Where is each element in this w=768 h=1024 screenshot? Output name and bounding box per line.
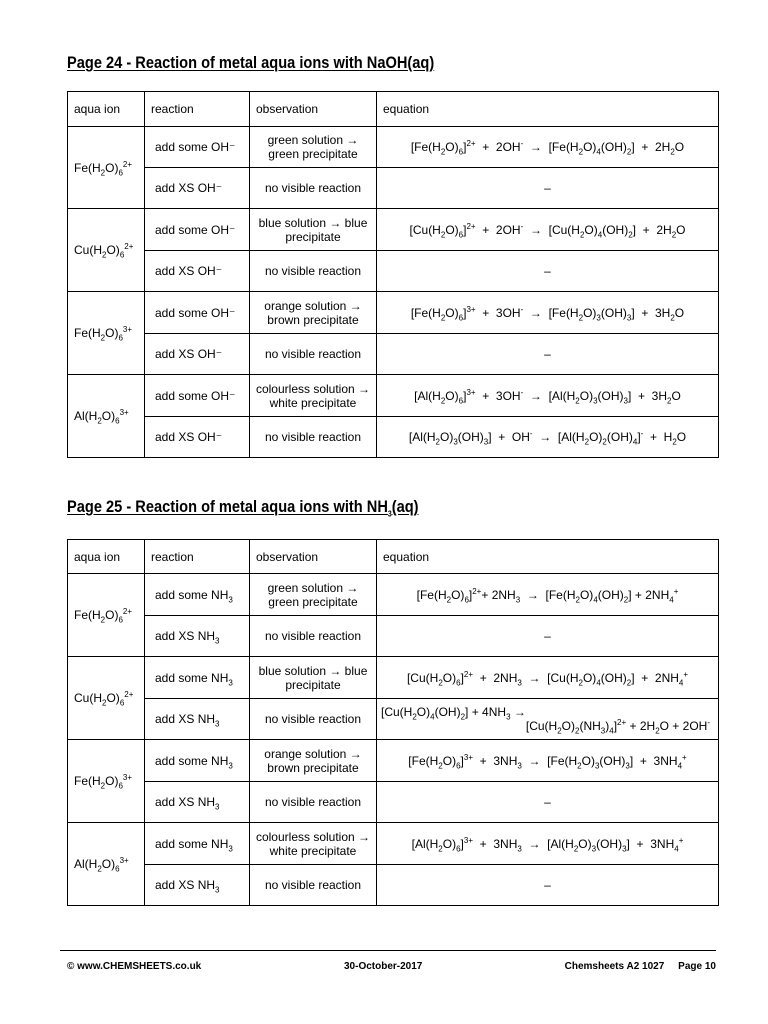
table-row xyxy=(68,251,719,292)
table-header-row xyxy=(68,540,719,574)
table-row xyxy=(68,782,719,823)
footer-divider xyxy=(60,950,716,951)
aqua-ion-cell: $Fe(H_2O)_6^{2+}$ xyxy=(68,574,145,657)
observation-cell: no visible reaction xyxy=(250,168,377,209)
nh3-reactions-table xyxy=(67,539,719,906)
table-row xyxy=(68,740,719,782)
table-row xyxy=(68,334,719,375)
equation-cell: – xyxy=(377,782,719,823)
equation-line-2: $[Cu(H_2O)_2(NH_3)_4]^{2+} + 2H_2O + 2OH^-$ xyxy=(525,718,710,736)
table-row xyxy=(68,417,719,458)
table-row xyxy=(68,168,719,209)
header-observation: observation xyxy=(250,540,377,574)
aqua-ion-cell: $Al(H_2O)_6^{3+}$ xyxy=(68,375,145,458)
reaction-cell: add XS OH⁻ xyxy=(145,334,250,375)
reaction-cell: add XS OH⁻ xyxy=(145,251,250,292)
reaction-cell: add some $NH_3$ xyxy=(145,823,250,865)
table-row xyxy=(68,574,719,616)
equation-cell: – xyxy=(377,251,719,292)
observation-cell: no visible reaction xyxy=(250,865,377,906)
observation-cell: no visible reaction xyxy=(250,782,377,823)
observation-cell: no visible reaction xyxy=(250,334,377,375)
reaction-cell: add some OH⁻ xyxy=(145,127,250,168)
table-row xyxy=(68,375,719,417)
equation-cell: – xyxy=(377,616,719,657)
observation-cell: colourless solution → white precipitate xyxy=(250,823,377,865)
header-equation: equation xyxy=(377,92,719,127)
equation-cell: $[Al(H_2O)_6]^{3+} + 3NH_3 \to [Al(H_2O)_3(OH)_3] + 3NH_4^+$ xyxy=(377,823,719,865)
equation-cell: $[Cu(H_2O)_6]^{2+} + 2NH_3 \to [Cu(H_2O)_4(OH)_2] + 2NH_4^+$ xyxy=(377,657,719,699)
header-reaction: reaction xyxy=(145,92,250,127)
reaction-cell: add XS $NH_3$ xyxy=(145,616,250,657)
section-title-nh3: Page 25 - Reaction of metal aqua ions with $NH_3(aq)$ xyxy=(67,497,419,519)
equation-cell: $[Fe(H_2O)_6]^{3+} + 3OH^- \to [Fe(H_2O)_3(OH)_3] + 3H_2O$ xyxy=(377,292,719,334)
equation-cell: – xyxy=(377,334,719,375)
reaction-cell: add XS $NH_3$ xyxy=(145,865,250,906)
equation-cell: $[Fe(H_2O)_6]^{3+} + 3NH_3 \to [Fe(H_2O)_3(OH)_3] + 3NH_4^+$ xyxy=(377,740,719,782)
header-equation: equation xyxy=(377,540,719,574)
footer-date: 30-October-2017 xyxy=(344,961,423,972)
equation-cell: – xyxy=(377,168,719,209)
table-row xyxy=(68,616,719,657)
observation-cell: blue solution → blue precipitate xyxy=(250,209,377,251)
table-header-row xyxy=(68,92,719,127)
observation-cell: green solution → green precipitate xyxy=(250,574,377,616)
reaction-cell: add XS $NH_3$ xyxy=(145,782,250,823)
aqua-ion-cell: $Cu(H_2O)_6^{2+}$ xyxy=(68,209,145,292)
equation-cell: $[Fe(H_2O)_6]^{2+} + 2OH^- \to [Fe(H_2O)_4(OH)_2] + 2H_2O$ xyxy=(377,127,719,168)
equation-cell: $[Al(H_2O)_6]^{3+} + 3OH^- \to [Al(H_2O)_3(OH)_3] + 3H_2O$ xyxy=(377,375,719,417)
reaction-cell: add XS OH⁻ xyxy=(145,417,250,458)
equation-cell: $[Cu(H_2O)_6]^{2+} + 2OH^- \to [Cu(H_2O)_4(OH)_2] + 2H_2O$ xyxy=(377,209,719,251)
footer-copyright: © www.CHEMSHEETS.co.uk xyxy=(67,961,202,972)
header-aqua-ion: aqua ion xyxy=(68,540,145,574)
table-row xyxy=(68,292,719,334)
table-row xyxy=(68,657,719,699)
reaction-cell: add some $NH_3$ xyxy=(145,657,250,699)
observation-cell: orange solution → brown precipitate xyxy=(250,740,377,782)
observation-cell: no visible reaction xyxy=(250,616,377,657)
table-row xyxy=(68,127,719,168)
reaction-cell: add some OH⁻ xyxy=(145,292,250,334)
observation-cell: no visible reaction xyxy=(250,699,377,740)
reaction-cell: add XS OH⁻ xyxy=(145,168,250,209)
table-row xyxy=(68,865,719,906)
header-reaction: reaction xyxy=(145,540,250,574)
reaction-cell: add some $NH_3$ xyxy=(145,740,250,782)
equation-cell: $[Al(H_2O)_3(OH)_3] + OH^- \to [Al(H_2O)_2(OH)_4]^- + H_2O$ xyxy=(377,417,719,458)
aqua-ion-cell: $Fe(H_2O)_6^{2+}$ xyxy=(68,127,145,209)
reaction-cell: add some OH⁻ xyxy=(145,209,250,251)
observation-cell: orange solution → brown precipitate xyxy=(250,292,377,334)
reaction-cell: add some OH⁻ xyxy=(145,375,250,417)
aqua-ion-cell: $Fe(H_2O)_6^{3+}$ xyxy=(68,292,145,375)
observation-cell: no visible reaction xyxy=(250,417,377,458)
equation-line-1: $[Cu(H_2O)_4(OH)_2] + 4NH_3$ → xyxy=(381,705,526,722)
naoh-reactions-table xyxy=(67,91,719,458)
observation-cell: blue solution → blue precipitate xyxy=(250,657,377,699)
aqua-ion-cell: $Al(H_2O)_6^{3+}$ xyxy=(68,823,145,906)
equation-cell xyxy=(377,699,719,740)
aqua-ion-cell: $Fe(H_2O)_6^{3+}$ xyxy=(68,740,145,823)
table-row xyxy=(68,699,719,740)
reaction-cell: add XS $NH_3$ xyxy=(145,699,250,740)
equation-cell: – xyxy=(377,865,719,906)
table-row xyxy=(68,823,719,865)
table-row xyxy=(68,209,719,251)
section-title-naoh: Page 24 - Reaction of metal aqua ions with NaOH(aq) xyxy=(67,53,435,72)
observation-cell: no visible reaction xyxy=(250,251,377,292)
observation-cell: green solution → green precipitate xyxy=(250,127,377,168)
header-observation: observation xyxy=(250,92,377,127)
reaction-cell: add some $NH_3$ xyxy=(145,574,250,616)
aqua-ion-cell: $Cu(H_2O)_6^{2+}$ xyxy=(68,657,145,740)
footer-page-info: Chemsheets A2 1027 Page 10 xyxy=(564,961,716,972)
equation-cell: $[Fe(H_2O)_6]^{2+}+ 2NH_3 \to [Fe(H_2O)_4(OH)_2] + 2NH_4^+$ xyxy=(377,574,719,616)
observation-cell: colourless solution → white precipitate xyxy=(250,375,377,417)
header-aqua-ion: aqua ion xyxy=(68,92,145,127)
